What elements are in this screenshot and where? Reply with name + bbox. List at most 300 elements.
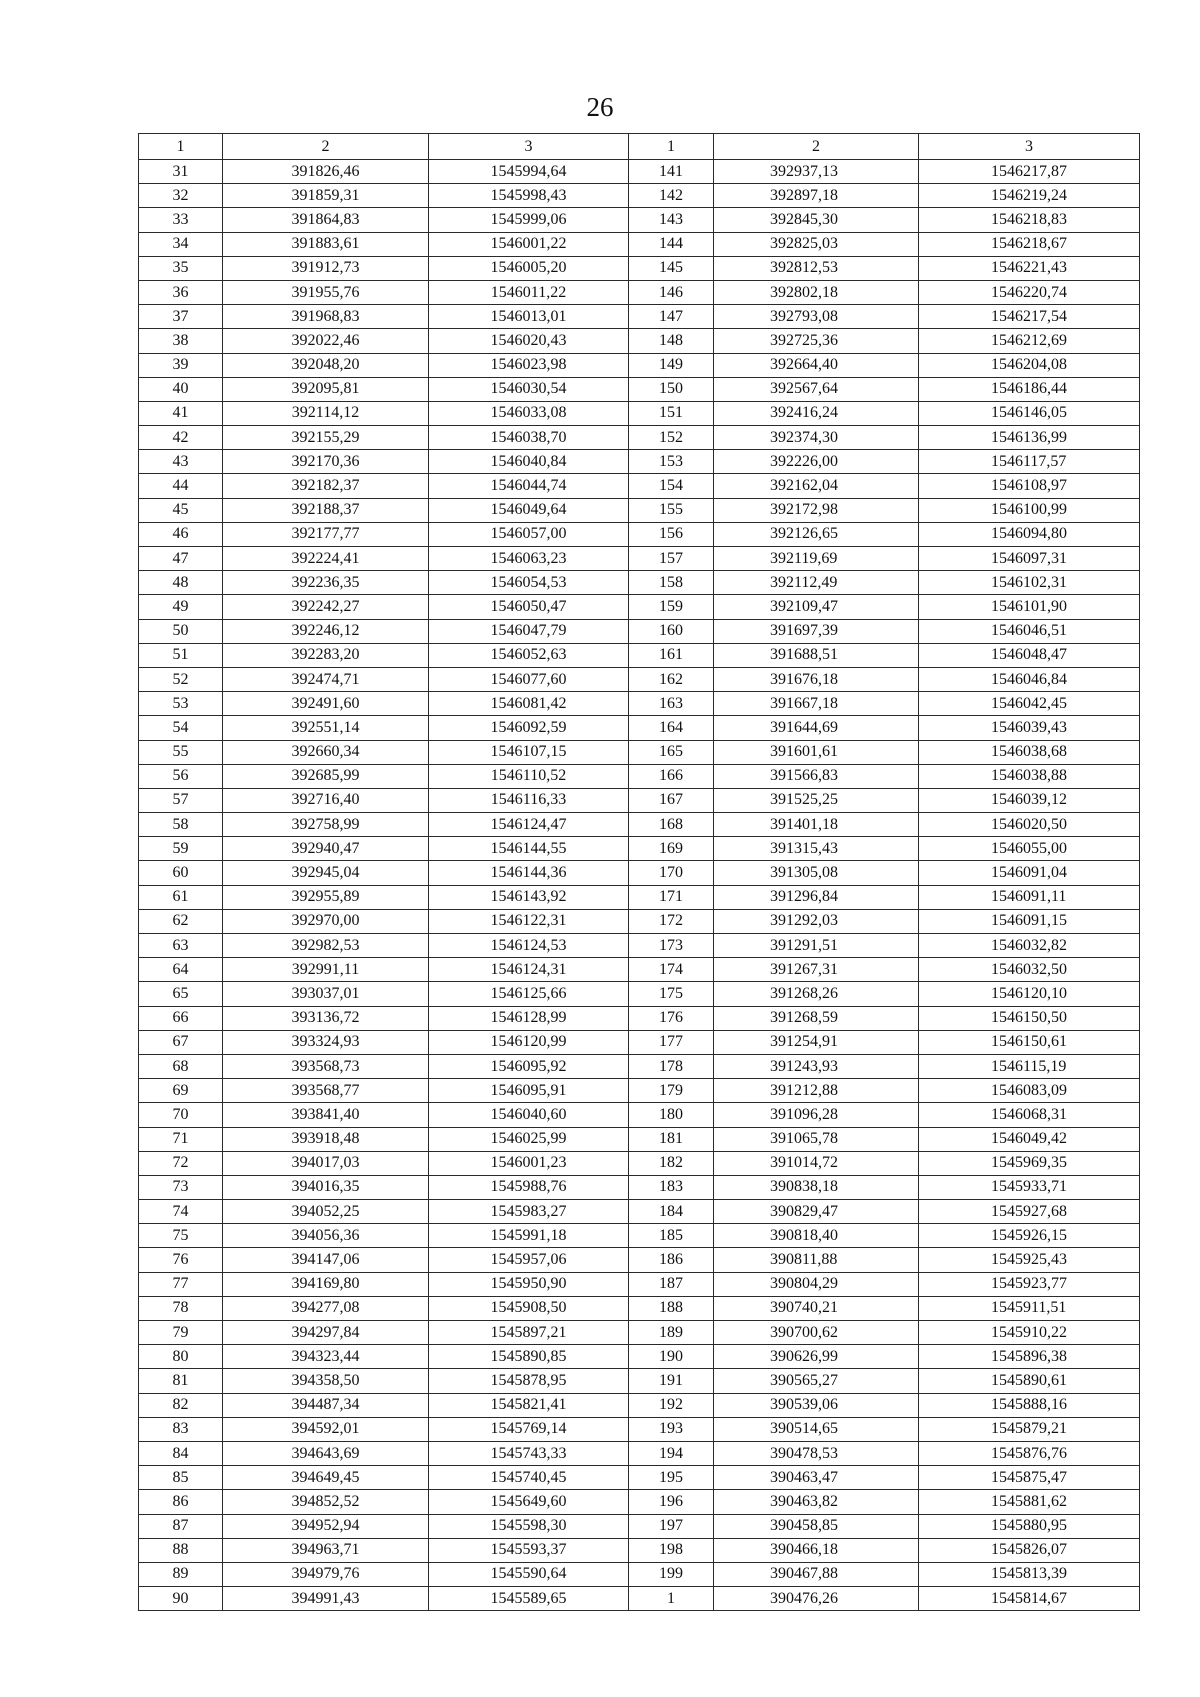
cell-y: 1546011,22 bbox=[429, 280, 629, 304]
cell-point: 73 bbox=[139, 1175, 223, 1199]
cell-x: 392155,29 bbox=[223, 426, 429, 450]
cell-point: 35 bbox=[139, 256, 223, 280]
cell-y: 1546120,99 bbox=[429, 1030, 629, 1054]
cell-y: 1546038,70 bbox=[429, 426, 629, 450]
cell-y-2: 1545876,76 bbox=[919, 1441, 1140, 1465]
cell-x: 392188,37 bbox=[223, 498, 429, 522]
cell-y-2: 1546204,08 bbox=[919, 353, 1140, 377]
cell-y: 1545878,95 bbox=[429, 1369, 629, 1393]
cell-y-2: 1546108,97 bbox=[919, 474, 1140, 498]
table-row bbox=[139, 1514, 1140, 1538]
table-header-row bbox=[139, 134, 1140, 160]
cell-x-2: 391601,61 bbox=[714, 740, 919, 764]
cell-y: 1545908,50 bbox=[429, 1296, 629, 1320]
table-row bbox=[139, 909, 1140, 933]
cell-y-2: 1546218,83 bbox=[919, 208, 1140, 232]
cell-x-2: 392567,64 bbox=[714, 377, 919, 401]
cell-x-2: 392172,98 bbox=[714, 498, 919, 522]
cell-y: 1546095,91 bbox=[429, 1079, 629, 1103]
cell-x: 391859,31 bbox=[223, 184, 429, 208]
cell-x-2: 392126,65 bbox=[714, 522, 919, 546]
cell-point-2: 176 bbox=[629, 1006, 714, 1030]
cell-x: 394979,76 bbox=[223, 1562, 429, 1586]
cell-point-2: 182 bbox=[629, 1151, 714, 1175]
cell-point-2: 178 bbox=[629, 1054, 714, 1078]
cell-y: 1546013,01 bbox=[429, 305, 629, 329]
cell-y-2: 1545927,68 bbox=[919, 1200, 1140, 1224]
cell-point: 32 bbox=[139, 184, 223, 208]
cell-y-2: 1545826,07 bbox=[919, 1538, 1140, 1562]
cell-x: 392491,60 bbox=[223, 692, 429, 716]
cell-x: 392224,41 bbox=[223, 547, 429, 571]
cell-y-2: 1545814,67 bbox=[919, 1587, 1140, 1611]
cell-y-2: 1546020,50 bbox=[919, 813, 1140, 837]
table-row bbox=[139, 1200, 1140, 1224]
cell-y-2: 1546150,61 bbox=[919, 1030, 1140, 1054]
cell-point-2: 177 bbox=[629, 1030, 714, 1054]
cell-x: 392236,35 bbox=[223, 571, 429, 595]
cell-point: 40 bbox=[139, 377, 223, 401]
cell-y-2: 1545925,43 bbox=[919, 1248, 1140, 1272]
cell-y: 1545991,18 bbox=[429, 1224, 629, 1248]
cell-x: 394277,08 bbox=[223, 1296, 429, 1320]
cell-y: 1546025,99 bbox=[429, 1127, 629, 1151]
cell-y: 1545957,06 bbox=[429, 1248, 629, 1272]
cell-point-2: 184 bbox=[629, 1200, 714, 1224]
table-row bbox=[139, 982, 1140, 1006]
header-cell-y-2: 3 bbox=[919, 134, 1140, 160]
cell-y-2: 1546217,54 bbox=[919, 305, 1140, 329]
cell-point: 51 bbox=[139, 643, 223, 667]
header-cell-y: 3 bbox=[429, 134, 629, 160]
table-row bbox=[139, 1054, 1140, 1078]
cell-x-2: 391315,43 bbox=[714, 837, 919, 861]
table-row bbox=[139, 498, 1140, 522]
cell-point: 82 bbox=[139, 1393, 223, 1417]
cell-x: 394592,01 bbox=[223, 1417, 429, 1441]
cell-point: 53 bbox=[139, 692, 223, 716]
cell-point-2: 183 bbox=[629, 1175, 714, 1199]
cell-x: 391826,46 bbox=[223, 160, 429, 184]
cell-point: 31 bbox=[139, 160, 223, 184]
cell-y-2: 1546221,43 bbox=[919, 256, 1140, 280]
cell-y: 1546054,53 bbox=[429, 571, 629, 595]
cell-point: 80 bbox=[139, 1345, 223, 1369]
cell-y-2: 1545881,62 bbox=[919, 1490, 1140, 1514]
cell-x: 392685,99 bbox=[223, 764, 429, 788]
cell-x: 391912,73 bbox=[223, 256, 429, 280]
cell-y-2: 1545888,16 bbox=[919, 1393, 1140, 1417]
cell-point: 78 bbox=[139, 1296, 223, 1320]
cell-x-2: 391697,39 bbox=[714, 619, 919, 643]
cell-point: 56 bbox=[139, 764, 223, 788]
table-row bbox=[139, 1538, 1140, 1562]
cell-y: 1546081,42 bbox=[429, 692, 629, 716]
cell-point-2: 192 bbox=[629, 1393, 714, 1417]
table-row bbox=[139, 740, 1140, 764]
cell-point-2: 179 bbox=[629, 1079, 714, 1103]
cell-point-2: 141 bbox=[629, 160, 714, 184]
cell-y-2: 1546150,50 bbox=[919, 1006, 1140, 1030]
cell-point-2: 156 bbox=[629, 522, 714, 546]
cell-x: 392246,12 bbox=[223, 619, 429, 643]
cell-x-2: 390478,53 bbox=[714, 1441, 919, 1465]
cell-x: 392758,99 bbox=[223, 813, 429, 837]
cell-x: 394852,52 bbox=[223, 1490, 429, 1514]
cell-y-2: 1546042,45 bbox=[919, 692, 1140, 716]
cell-point: 65 bbox=[139, 982, 223, 1006]
cell-y: 1546122,31 bbox=[429, 909, 629, 933]
cell-y-2: 1545880,95 bbox=[919, 1514, 1140, 1538]
cell-point: 63 bbox=[139, 934, 223, 958]
cell-y: 1545983,27 bbox=[429, 1200, 629, 1224]
cell-point-2: 180 bbox=[629, 1103, 714, 1127]
table-row bbox=[139, 474, 1140, 498]
cell-point-2: 168 bbox=[629, 813, 714, 837]
cell-x-2: 392416,24 bbox=[714, 401, 919, 425]
table-row bbox=[139, 1248, 1140, 1272]
cell-x-2: 390466,18 bbox=[714, 1538, 919, 1562]
cell-x-2: 392825,03 bbox=[714, 232, 919, 256]
cell-point-2: 185 bbox=[629, 1224, 714, 1248]
cell-point: 55 bbox=[139, 740, 223, 764]
cell-y: 1546052,63 bbox=[429, 643, 629, 667]
cell-y-2: 1546032,50 bbox=[919, 958, 1140, 982]
cell-y: 1546124,53 bbox=[429, 934, 629, 958]
table-row bbox=[139, 547, 1140, 571]
table-row bbox=[139, 1587, 1140, 1611]
cell-point-2: 198 bbox=[629, 1538, 714, 1562]
cell-x-2: 391291,51 bbox=[714, 934, 919, 958]
cell-x: 392095,81 bbox=[223, 377, 429, 401]
cell-y: 1546044,74 bbox=[429, 474, 629, 498]
cell-x: 394297,84 bbox=[223, 1321, 429, 1345]
cell-x: 392982,53 bbox=[223, 934, 429, 958]
table-row bbox=[139, 1562, 1140, 1586]
cell-y: 1546040,60 bbox=[429, 1103, 629, 1127]
cell-point-2: 1 bbox=[629, 1587, 714, 1611]
table-row bbox=[139, 1490, 1140, 1514]
cell-y: 1546001,23 bbox=[429, 1151, 629, 1175]
cell-y-2: 1546068,31 bbox=[919, 1103, 1140, 1127]
cell-x-2: 392226,00 bbox=[714, 450, 919, 474]
cell-x: 391968,83 bbox=[223, 305, 429, 329]
cell-y-2: 1546048,47 bbox=[919, 643, 1140, 667]
cell-point-2: 194 bbox=[629, 1441, 714, 1465]
cell-y: 1546116,33 bbox=[429, 788, 629, 812]
table-row bbox=[139, 885, 1140, 909]
cell-y: 1546124,47 bbox=[429, 813, 629, 837]
cell-point: 88 bbox=[139, 1538, 223, 1562]
header-cell-x-2: 2 bbox=[714, 134, 919, 160]
table-row bbox=[139, 619, 1140, 643]
cell-point-2: 146 bbox=[629, 280, 714, 304]
cell-point-2: 175 bbox=[629, 982, 714, 1006]
table-row bbox=[139, 1079, 1140, 1103]
cell-y: 1545593,37 bbox=[429, 1538, 629, 1562]
cell-x: 392170,36 bbox=[223, 450, 429, 474]
cell-point: 87 bbox=[139, 1514, 223, 1538]
cell-point-2: 153 bbox=[629, 450, 714, 474]
cell-x-2: 390467,88 bbox=[714, 1562, 919, 1586]
cell-x: 394963,71 bbox=[223, 1538, 429, 1562]
cell-y-2: 1546091,15 bbox=[919, 909, 1140, 933]
cell-y-2: 1545879,21 bbox=[919, 1417, 1140, 1441]
cell-point-2: 145 bbox=[629, 256, 714, 280]
table-row bbox=[139, 958, 1140, 982]
cell-x: 393324,93 bbox=[223, 1030, 429, 1054]
cell-y: 1546092,59 bbox=[429, 716, 629, 740]
cell-point: 41 bbox=[139, 401, 223, 425]
cell-x: 392114,12 bbox=[223, 401, 429, 425]
table-row bbox=[139, 256, 1140, 280]
cell-point: 34 bbox=[139, 232, 223, 256]
cell-y-2: 1546055,00 bbox=[919, 837, 1140, 861]
cell-x: 392991,11 bbox=[223, 958, 429, 982]
cell-y: 1545590,64 bbox=[429, 1562, 629, 1586]
cell-y-2: 1546212,69 bbox=[919, 329, 1140, 353]
cell-y-2: 1546097,31 bbox=[919, 547, 1140, 571]
cell-y: 1546063,23 bbox=[429, 547, 629, 571]
cell-y-2: 1545933,71 bbox=[919, 1175, 1140, 1199]
cell-point: 47 bbox=[139, 547, 223, 571]
cell-y: 1546030,54 bbox=[429, 377, 629, 401]
cell-x-2: 390818,40 bbox=[714, 1224, 919, 1248]
cell-x-2: 391014,72 bbox=[714, 1151, 919, 1175]
cell-x: 392716,40 bbox=[223, 788, 429, 812]
table-row bbox=[139, 667, 1140, 691]
cell-point: 48 bbox=[139, 571, 223, 595]
cell-x: 392940,47 bbox=[223, 837, 429, 861]
cell-x-2: 391525,25 bbox=[714, 788, 919, 812]
table-row bbox=[139, 522, 1140, 546]
cell-x: 393918,48 bbox=[223, 1127, 429, 1151]
cell-point: 74 bbox=[139, 1200, 223, 1224]
cell-point-2: 197 bbox=[629, 1514, 714, 1538]
cell-point-2: 196 bbox=[629, 1490, 714, 1514]
cell-point: 69 bbox=[139, 1079, 223, 1103]
cell-x: 392660,34 bbox=[223, 740, 429, 764]
table-row bbox=[139, 1151, 1140, 1175]
table-row bbox=[139, 595, 1140, 619]
cell-x-2: 391268,26 bbox=[714, 982, 919, 1006]
cell-point-2: 147 bbox=[629, 305, 714, 329]
cell-x-2: 391065,78 bbox=[714, 1127, 919, 1151]
cell-x: 394952,94 bbox=[223, 1514, 429, 1538]
cell-point-2: 191 bbox=[629, 1369, 714, 1393]
cell-y: 1546077,60 bbox=[429, 667, 629, 691]
table-row bbox=[139, 643, 1140, 667]
cell-x-2: 390626,99 bbox=[714, 1345, 919, 1369]
cell-point-2: 148 bbox=[629, 329, 714, 353]
cell-x: 392970,00 bbox=[223, 909, 429, 933]
cell-y: 1545988,76 bbox=[429, 1175, 629, 1199]
cell-y-2: 1546091,11 bbox=[919, 885, 1140, 909]
cell-y-2: 1546032,82 bbox=[919, 934, 1140, 958]
cell-x-2: 392812,53 bbox=[714, 256, 919, 280]
cell-point: 75 bbox=[139, 1224, 223, 1248]
cell-y-2: 1546115,19 bbox=[919, 1054, 1140, 1078]
cell-y: 1545740,45 bbox=[429, 1466, 629, 1490]
cell-x: 391864,83 bbox=[223, 208, 429, 232]
cell-y-2: 1546046,84 bbox=[919, 667, 1140, 691]
cell-x-2: 390463,82 bbox=[714, 1490, 919, 1514]
cell-point: 57 bbox=[139, 788, 223, 812]
table-row bbox=[139, 1417, 1140, 1441]
header-cell-point: 1 bbox=[139, 134, 223, 160]
cell-x: 394358,50 bbox=[223, 1369, 429, 1393]
cell-point-2: 162 bbox=[629, 667, 714, 691]
cell-x-2: 391305,08 bbox=[714, 861, 919, 885]
cell-x-2: 390463,47 bbox=[714, 1466, 919, 1490]
cell-point-2: 187 bbox=[629, 1272, 714, 1296]
cell-y: 1546057,00 bbox=[429, 522, 629, 546]
cell-x: 392945,04 bbox=[223, 861, 429, 885]
cell-x: 393136,72 bbox=[223, 1006, 429, 1030]
cell-y-2: 1545813,39 bbox=[919, 1562, 1140, 1586]
cell-point: 33 bbox=[139, 208, 223, 232]
cell-point: 85 bbox=[139, 1466, 223, 1490]
table-row bbox=[139, 1175, 1140, 1199]
cell-x: 392022,46 bbox=[223, 329, 429, 353]
table-row bbox=[139, 1224, 1140, 1248]
cell-x-2: 391688,51 bbox=[714, 643, 919, 667]
table-row bbox=[139, 813, 1140, 837]
table-row bbox=[139, 401, 1140, 425]
cell-y-2: 1546101,90 bbox=[919, 595, 1140, 619]
cell-point: 38 bbox=[139, 329, 223, 353]
cell-y-2: 1545890,61 bbox=[919, 1369, 1140, 1393]
cell-x-2: 391292,03 bbox=[714, 909, 919, 933]
cell-point: 44 bbox=[139, 474, 223, 498]
cell-y: 1546023,98 bbox=[429, 353, 629, 377]
table-row bbox=[139, 1369, 1140, 1393]
cell-point-2: 193 bbox=[629, 1417, 714, 1441]
cell-point: 59 bbox=[139, 837, 223, 861]
cell-x: 394649,45 bbox=[223, 1466, 429, 1490]
cell-y: 1545950,90 bbox=[429, 1272, 629, 1296]
table-row bbox=[139, 1127, 1140, 1151]
cell-y-2: 1546117,57 bbox=[919, 450, 1140, 474]
table-row bbox=[139, 1321, 1140, 1345]
cell-point-2: 155 bbox=[629, 498, 714, 522]
cell-point-2: 171 bbox=[629, 885, 714, 909]
cell-x-2: 391667,18 bbox=[714, 692, 919, 716]
cell-x-2: 390838,18 bbox=[714, 1175, 919, 1199]
cell-y: 1545589,65 bbox=[429, 1587, 629, 1611]
cell-y-2: 1546220,74 bbox=[919, 280, 1140, 304]
cell-x-2: 391401,18 bbox=[714, 813, 919, 837]
cell-x: 392048,20 bbox=[223, 353, 429, 377]
cell-point: 89 bbox=[139, 1562, 223, 1586]
cell-point-2: 190 bbox=[629, 1345, 714, 1369]
cell-x: 394323,44 bbox=[223, 1345, 429, 1369]
cell-point-2: 151 bbox=[629, 401, 714, 425]
cell-y-2: 1546120,10 bbox=[919, 982, 1140, 1006]
cell-x: 393568,73 bbox=[223, 1054, 429, 1078]
cell-point: 45 bbox=[139, 498, 223, 522]
cell-x-2: 390804,29 bbox=[714, 1272, 919, 1296]
cell-y-2: 1545896,38 bbox=[919, 1345, 1140, 1369]
table-row bbox=[139, 1272, 1140, 1296]
cell-x-2: 392725,36 bbox=[714, 329, 919, 353]
cell-x-2: 392112,49 bbox=[714, 571, 919, 595]
table-row bbox=[139, 934, 1140, 958]
cell-point: 36 bbox=[139, 280, 223, 304]
cell-point-2: 166 bbox=[629, 764, 714, 788]
cell-y-2: 1546100,99 bbox=[919, 498, 1140, 522]
cell-x: 392182,37 bbox=[223, 474, 429, 498]
cell-point: 86 bbox=[139, 1490, 223, 1514]
cell-x-2: 392374,30 bbox=[714, 426, 919, 450]
cell-point: 43 bbox=[139, 450, 223, 474]
cell-x: 394643,69 bbox=[223, 1441, 429, 1465]
cell-point-2: 158 bbox=[629, 571, 714, 595]
cell-y-2: 1546046,51 bbox=[919, 619, 1140, 643]
table-row bbox=[139, 377, 1140, 401]
cell-x: 393841,40 bbox=[223, 1103, 429, 1127]
cell-point-2: 143 bbox=[629, 208, 714, 232]
cell-y: 1545743,33 bbox=[429, 1441, 629, 1465]
cell-point-2: 199 bbox=[629, 1562, 714, 1586]
cell-point-2: 188 bbox=[629, 1296, 714, 1320]
cell-point: 64 bbox=[139, 958, 223, 982]
cell-x: 392177,77 bbox=[223, 522, 429, 546]
cell-point: 68 bbox=[139, 1054, 223, 1078]
cell-y-2: 1545969,35 bbox=[919, 1151, 1140, 1175]
cell-point: 37 bbox=[139, 305, 223, 329]
cell-x-2: 390458,85 bbox=[714, 1514, 919, 1538]
cell-y: 1546005,20 bbox=[429, 256, 629, 280]
cell-y: 1546020,43 bbox=[429, 329, 629, 353]
cell-x: 392955,89 bbox=[223, 885, 429, 909]
cell-point-2: 186 bbox=[629, 1248, 714, 1272]
table-row bbox=[139, 716, 1140, 740]
cell-y-2: 1546039,43 bbox=[919, 716, 1140, 740]
cell-x: 392283,20 bbox=[223, 643, 429, 667]
table-row bbox=[139, 1441, 1140, 1465]
cell-point: 90 bbox=[139, 1587, 223, 1611]
cell-y-2: 1546094,80 bbox=[919, 522, 1140, 546]
cell-x-2: 391296,84 bbox=[714, 885, 919, 909]
table-row bbox=[139, 788, 1140, 812]
cell-x-2: 392793,08 bbox=[714, 305, 919, 329]
cell-point: 46 bbox=[139, 522, 223, 546]
cell-y-2: 1546217,87 bbox=[919, 160, 1140, 184]
cell-y-2: 1546219,24 bbox=[919, 184, 1140, 208]
cell-x-2: 391254,91 bbox=[714, 1030, 919, 1054]
cell-point: 39 bbox=[139, 353, 223, 377]
cell-point-2: 195 bbox=[629, 1466, 714, 1490]
cell-point-2: 181 bbox=[629, 1127, 714, 1151]
cell-point: 61 bbox=[139, 885, 223, 909]
cell-y: 1545769,14 bbox=[429, 1417, 629, 1441]
table-row bbox=[139, 692, 1140, 716]
cell-point: 84 bbox=[139, 1441, 223, 1465]
cell-y: 1545890,85 bbox=[429, 1345, 629, 1369]
cell-x: 392474,71 bbox=[223, 667, 429, 691]
cell-y-2: 1546038,88 bbox=[919, 764, 1140, 788]
cell-y-2: 1546091,04 bbox=[919, 861, 1140, 885]
cell-x: 394991,43 bbox=[223, 1587, 429, 1611]
cell-y: 1545999,06 bbox=[429, 208, 629, 232]
cell-point-2: 157 bbox=[629, 547, 714, 571]
cell-y: 1546110,52 bbox=[429, 764, 629, 788]
cell-point: 81 bbox=[139, 1369, 223, 1393]
cell-y-2: 1545926,15 bbox=[919, 1224, 1140, 1248]
cell-y: 1546128,99 bbox=[429, 1006, 629, 1030]
cell-point-2: 173 bbox=[629, 934, 714, 958]
